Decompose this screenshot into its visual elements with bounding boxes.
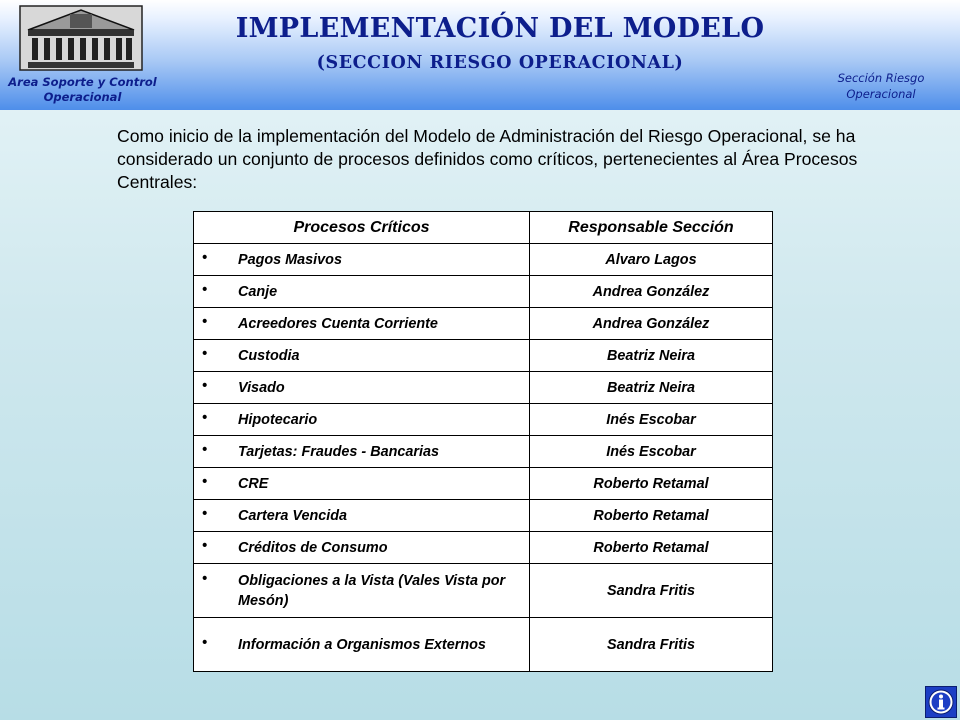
bullet: • [202, 409, 208, 426]
table-row [194, 244, 773, 276]
header-processes: Procesos Críticos [194, 212, 530, 244]
process-name: Tarjetas: Fraudes - Bancarias [238, 443, 440, 460]
critical-processes-table [193, 211, 773, 672]
process-name: Pagos Masivos [238, 251, 342, 268]
process-cell [194, 618, 530, 672]
page-title: IMPLEMENTACIÓN DEL MODELO [235, 13, 765, 44]
process-cell [194, 532, 530, 564]
table-row [194, 618, 773, 672]
info-button[interactable] [925, 686, 957, 718]
process-cell [194, 276, 530, 308]
table-row [194, 276, 773, 308]
responsible-cell: Sandra Fritis [530, 618, 773, 672]
table-row [194, 436, 773, 468]
process-cell [194, 308, 530, 340]
left-caption-line-1: Area Soporte y Control [8, 75, 157, 89]
header-responsible: Responsable Sección [530, 212, 773, 244]
process-cell [194, 244, 530, 276]
right-caption [806, 70, 956, 102]
process-name: Canje [238, 283, 278, 300]
bullet: • [202, 377, 208, 394]
process-name: CRE [238, 475, 269, 492]
left-caption [0, 75, 165, 105]
table-row [194, 468, 773, 500]
responsible-cell: Inés Escobar [530, 404, 773, 436]
process-name: Créditos de Consumo [238, 539, 388, 556]
responsible-cell: Sandra Fritis [530, 564, 773, 618]
process-name: Obligaciones a la Vista (Vales Vista por Mesón) [238, 572, 506, 609]
bullet: • [202, 505, 208, 522]
bullet: • [202, 473, 208, 490]
bullet: • [202, 249, 208, 266]
responsible-cell: Roberto Retamal [530, 500, 773, 532]
process-name: Hipotecario [238, 411, 318, 428]
responsible-cell: Beatriz Neira [530, 372, 773, 404]
table-row [194, 404, 773, 436]
process-cell [194, 468, 530, 500]
left-caption-line-2: Operacional [43, 90, 122, 104]
bullet: • [202, 313, 208, 330]
process-cell [194, 500, 530, 532]
process-name: Acreedores Cuenta Corriente [238, 315, 438, 332]
table-row [194, 308, 773, 340]
table-row [194, 340, 773, 372]
responsible-cell: Inés Escobar [530, 436, 773, 468]
process-name: Visado [238, 379, 285, 396]
bullet: • [202, 570, 208, 587]
table-header-row [194, 212, 773, 244]
bullet: • [202, 281, 208, 298]
bullet: • [202, 634, 208, 651]
table-row [194, 532, 773, 564]
responsible-cell: Roberto Retamal [530, 468, 773, 500]
responsible-cell: Alvaro Lagos [530, 244, 773, 276]
process-cell [194, 372, 530, 404]
bullet: • [202, 441, 208, 458]
process-name: Información a Organismos Externos [238, 636, 486, 653]
page-subtitle: (SECCION RIESGO OPERACIONAL) [316, 53, 684, 73]
responsible-cell: Andrea González [530, 276, 773, 308]
header-banner [0, 0, 960, 110]
table-row [194, 372, 773, 404]
table-row [194, 500, 773, 532]
responsible-cell: Andrea González [530, 308, 773, 340]
bullet: • [202, 537, 208, 554]
right-caption-line-2: Operacional [846, 87, 916, 101]
process-cell [194, 436, 530, 468]
right-caption-line-1: Sección Riesgo [837, 71, 925, 85]
building-icon [18, 4, 144, 72]
process-name: Custodia [238, 347, 300, 364]
process-cell [194, 404, 530, 436]
bullet: • [202, 345, 208, 362]
responsible-cell: Beatriz Neira [530, 340, 773, 372]
responsible-cell: Roberto Retamal [530, 532, 773, 564]
process-cell [194, 564, 530, 618]
info-icon [928, 689, 954, 715]
process-cell [194, 340, 530, 372]
intro-paragraph: Como inicio de la implementación del Modelo de Administración del Riesgo Operacional, se ha considerado un conjunto de procesos definidos como críticos, pertenecientes al Área Procesos Centrales: [117, 126, 858, 192]
process-name: Cartera Vencida [238, 507, 348, 524]
table-row [194, 564, 773, 618]
